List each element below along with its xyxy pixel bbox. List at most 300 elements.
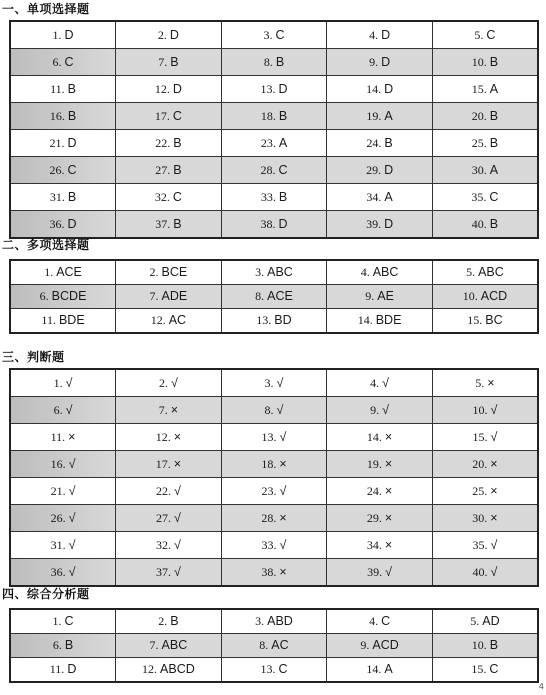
question-number: 4. [369, 27, 379, 42]
answer-value: √ [173, 564, 181, 579]
question-number: 5. [470, 614, 480, 628]
question-number: 1. [52, 614, 62, 628]
answer-cell [10, 369, 116, 397]
comprehensive-analysis-table [9, 608, 539, 683]
answer-value: B [67, 81, 76, 96]
question-number: 9. [369, 54, 379, 69]
answer-cell [432, 103, 538, 130]
answer-value: × [384, 510, 393, 525]
multiple-choice-table [9, 259, 539, 334]
question-number: 36. [49, 216, 65, 231]
question-number: 11. [41, 313, 56, 327]
question-number: 2. [158, 375, 168, 390]
corner-mark: 4 [538, 682, 544, 691]
table-row [10, 103, 538, 130]
question-number: 35. [471, 189, 487, 204]
answer-value: ABCD [160, 662, 195, 676]
question-number: 8. [259, 638, 269, 652]
question-number: 28. [261, 510, 277, 525]
answer-value: √ [490, 429, 498, 444]
answer-cell [432, 184, 538, 211]
question-number: 34. [366, 537, 382, 552]
question-number: 16. [49, 108, 65, 123]
table-row [10, 130, 538, 157]
question-number: 2. [149, 265, 159, 279]
answer-value: √ [170, 375, 178, 390]
answer-cell [432, 260, 538, 285]
question-number: 7. [149, 638, 159, 652]
table-row [10, 211, 538, 239]
answer-value: C [172, 108, 182, 123]
answer-cell [327, 285, 433, 309]
question-number: 1. [44, 265, 54, 279]
answer-value: BD [274, 313, 292, 327]
answer-cell [221, 532, 327, 559]
answer-value: √ [490, 402, 498, 417]
answer-cell [221, 369, 327, 397]
table-row [10, 285, 538, 309]
answer-value: D [67, 216, 77, 231]
section-title: 二、多项选择题 [2, 238, 90, 252]
question-number: 18. [261, 456, 277, 471]
answer-value: D [172, 81, 182, 96]
answer-value: B [489, 638, 499, 652]
question-number: 23. [260, 135, 276, 150]
table-row [10, 478, 538, 505]
answer-cell [327, 76, 433, 103]
answer-value: C [489, 189, 499, 204]
answer-value: × [279, 510, 287, 525]
answer-cell [116, 609, 222, 634]
question-number: 6. [52, 54, 62, 69]
table-row [10, 369, 538, 397]
answer-cell [221, 211, 327, 239]
answer-value: ACD [372, 638, 399, 652]
answer-cell [221, 103, 327, 130]
table-row [10, 309, 538, 334]
answer-value: D [64, 27, 74, 42]
answer-value: D [169, 27, 179, 42]
question-number: 12. [142, 662, 158, 676]
answer-cell [116, 532, 222, 559]
question-number: 1. [53, 375, 63, 390]
answer-cell [221, 658, 327, 683]
answer-cell [327, 309, 433, 334]
table-row [10, 559, 538, 587]
question-number: 27. [155, 162, 171, 177]
answer-value: B [67, 189, 77, 204]
answer-value: × [490, 510, 498, 525]
answer-cell [116, 211, 222, 239]
question-number: 7. [149, 289, 159, 303]
question-number: 25. [471, 135, 487, 150]
question-number: 13. [261, 429, 277, 444]
answer-cell [10, 634, 116, 658]
answer-cell [10, 49, 116, 76]
question-number: 8. [264, 402, 274, 417]
question-number: 31. [50, 537, 66, 552]
question-number: 15. [471, 662, 487, 676]
answer-value: √ [173, 537, 181, 552]
answer-value: BCE [161, 265, 188, 279]
question-number: 9. [360, 638, 370, 652]
section-title: 三、判断题 [2, 350, 65, 364]
question-number: 20. [471, 108, 487, 123]
answer-value: √ [68, 537, 76, 552]
question-number: 4. [370, 375, 380, 390]
question-number: 9. [370, 402, 380, 417]
answer-cell [116, 309, 222, 334]
answer-value: × [68, 429, 76, 444]
answer-cell [432, 478, 538, 505]
answer-cell [432, 211, 538, 239]
question-number: 7. [158, 54, 168, 69]
answer-cell [327, 21, 433, 49]
question-number: 10. [471, 54, 487, 69]
question-number: 1. [52, 27, 62, 42]
question-number: 3. [255, 614, 265, 628]
answer-cell [327, 532, 433, 559]
answer-cell [432, 49, 538, 76]
question-number: 30. [472, 510, 488, 525]
answer-value: B [489, 108, 499, 123]
answer-cell [116, 76, 222, 103]
question-number: 3. [255, 265, 265, 279]
question-number: 39. [366, 216, 382, 231]
answer-value: × [384, 429, 393, 444]
table-row [10, 76, 538, 103]
question-number: 22. [155, 483, 171, 498]
answer-cell [432, 130, 538, 157]
answer-cell [221, 505, 327, 532]
question-number: 8. [263, 54, 273, 69]
answer-cell [327, 397, 433, 424]
answer-cell [221, 559, 327, 587]
answer-value: √ [382, 375, 390, 390]
answer-value: B [173, 216, 182, 231]
answer-value: C [489, 662, 499, 676]
answer-cell [116, 130, 222, 157]
answer-cell [116, 634, 222, 658]
answer-value: B [489, 135, 499, 150]
question-number: 7. [158, 402, 168, 417]
answer-cell [116, 451, 222, 478]
answer-value: √ [490, 537, 498, 552]
answer-cell [327, 184, 433, 211]
question-number: 6. [52, 638, 62, 652]
answer-value: B [173, 135, 182, 150]
question-number: 24. [366, 135, 382, 150]
true-false-table [9, 368, 539, 587]
question-number: 3. [263, 27, 273, 42]
answer-value: √ [68, 564, 76, 579]
answer-value: B [278, 189, 288, 204]
answer-cell [221, 609, 327, 634]
answer-cell [221, 76, 327, 103]
answer-value: × [173, 456, 182, 471]
answer-cell [116, 397, 222, 424]
question-number: 37. [155, 564, 171, 579]
table-row [10, 21, 538, 49]
answer-value: B [278, 108, 288, 123]
question-number: 8. [255, 289, 265, 303]
answer-cell [432, 658, 538, 683]
table-row [10, 184, 538, 211]
answer-value: ABC [478, 265, 504, 279]
answer-value: A [278, 135, 288, 150]
answer-cell [432, 21, 538, 49]
table-row [10, 634, 538, 658]
question-number: 12. [150, 313, 166, 327]
answer-value: B [67, 108, 77, 123]
table-row [10, 49, 538, 76]
question-number: 13. [260, 81, 276, 96]
answer-value: √ [279, 429, 287, 444]
question-number: 38. [261, 564, 277, 579]
answer-value: √ [68, 456, 76, 471]
answer-cell [221, 478, 327, 505]
answer-value: √ [490, 564, 498, 579]
question-number: 36. [50, 564, 66, 579]
question-number: 38. [260, 216, 276, 231]
answer-value: C [64, 54, 74, 69]
answer-cell [10, 211, 116, 239]
question-number: 4. [360, 265, 370, 279]
answer-cell [432, 309, 538, 334]
answer-cell [10, 21, 116, 49]
answer-cell [10, 130, 116, 157]
answer-cell [221, 130, 327, 157]
answer-value: D [67, 135, 77, 150]
answer-cell [10, 157, 116, 184]
single-choice-table [9, 20, 539, 239]
answer-cell [10, 532, 116, 559]
question-number: 5. [474, 27, 484, 42]
answer-value: × [173, 429, 182, 444]
answer-cell [432, 559, 538, 587]
answer-value: √ [382, 402, 390, 417]
table-row [10, 397, 538, 424]
question-number: 33. [260, 189, 276, 204]
question-number: 29. [366, 510, 382, 525]
question-number: 11. [49, 662, 65, 676]
question-number: 23. [261, 483, 277, 498]
answer-value: BCDE [51, 289, 87, 303]
answer-cell [116, 559, 222, 587]
table-row [10, 157, 538, 184]
question-number: 40. [472, 564, 488, 579]
answer-cell [327, 451, 433, 478]
answer-cell [221, 49, 327, 76]
question-number: 32. [154, 189, 170, 204]
answer-cell [10, 397, 116, 424]
section-title: 四、综合分析题 [2, 587, 90, 601]
answer-value: × [279, 456, 287, 471]
answer-value: C [486, 27, 496, 42]
answer-value: D [67, 662, 77, 676]
answer-cell [221, 424, 327, 451]
answer-value: ABC [161, 638, 188, 652]
answer-value: C [278, 162, 288, 177]
question-number: 14. [366, 662, 382, 676]
question-number: 17. [154, 108, 170, 123]
answer-value: √ [65, 402, 73, 417]
answer-value: ACD [480, 289, 508, 303]
answer-value: √ [173, 483, 181, 498]
question-number: 26. [49, 162, 65, 177]
answer-value: B [173, 162, 182, 177]
question-number: 14. [366, 429, 382, 444]
answer-cell [116, 184, 222, 211]
answer-value: AC [271, 638, 289, 652]
answer-value: A [384, 662, 393, 676]
question-number: 21. [49, 135, 65, 150]
answer-value: A [384, 108, 393, 123]
question-number: 22. [155, 135, 171, 150]
question-number: 17. [155, 456, 171, 471]
answer-cell [10, 451, 116, 478]
answer-value: ABC [372, 265, 399, 279]
answer-value: √ [68, 483, 76, 498]
answer-cell [327, 157, 433, 184]
answer-value: BC [485, 313, 503, 327]
table-row [10, 658, 538, 683]
question-number: 16. [50, 456, 66, 471]
question-number: 14. [366, 81, 382, 96]
answer-value: B [170, 54, 179, 69]
answer-cell [432, 397, 538, 424]
answer-cell [327, 505, 433, 532]
question-number: 6. [39, 289, 49, 303]
answer-cell [10, 103, 116, 130]
answer-value: √ [173, 510, 181, 525]
answer-cell [10, 260, 116, 285]
question-number: 35. [472, 537, 488, 552]
answer-cell [432, 451, 538, 478]
question-number: 13. [256, 313, 272, 327]
question-number: 30. [471, 162, 487, 177]
answer-cell [432, 369, 538, 397]
answer-cell [10, 559, 116, 587]
answer-cell [10, 424, 116, 451]
question-number: 25. [472, 483, 488, 498]
question-number: 11. [50, 81, 65, 96]
answer-cell [221, 397, 327, 424]
answer-cell [327, 609, 433, 634]
answer-cell [432, 505, 538, 532]
answer-value: ABC [267, 265, 293, 279]
question-number: 24. [366, 483, 382, 498]
question-number: 39. [367, 564, 383, 579]
answer-value: A [489, 162, 499, 177]
answer-value: B [275, 54, 285, 69]
answer-cell [221, 309, 327, 334]
answer-value: × [279, 564, 287, 579]
question-number: 10. [472, 402, 488, 417]
answer-value: A [384, 189, 393, 204]
question-number: 5. [475, 375, 485, 390]
answer-cell [10, 76, 116, 103]
answer-value: C [64, 614, 74, 628]
answer-value: D [384, 162, 394, 177]
answer-value: D [381, 27, 391, 42]
question-number: 21. [50, 483, 66, 498]
answer-cell [327, 424, 433, 451]
answer-cell [116, 157, 222, 184]
answer-cell [116, 369, 222, 397]
question-number: 20. [472, 456, 488, 471]
answer-cell [221, 21, 327, 49]
question-number: 5. [466, 265, 476, 279]
answer-cell [116, 478, 222, 505]
answer-value: B [170, 614, 179, 628]
answer-cell [432, 285, 538, 309]
answer-cell [10, 505, 116, 532]
answer-value: C [172, 189, 182, 204]
question-number: 28. [260, 162, 276, 177]
answer-value: ADE [161, 289, 188, 303]
table-row [10, 260, 538, 285]
answer-value: × [384, 456, 393, 471]
answer-value: C [278, 662, 288, 676]
answer-cell [327, 130, 433, 157]
answer-cell [432, 157, 538, 184]
answer-value: × [487, 375, 495, 390]
answer-value: ACE [56, 265, 82, 279]
answer-value: B [64, 638, 74, 652]
question-number: 19. [366, 456, 382, 471]
answer-value: √ [385, 564, 393, 579]
answer-value: AE [377, 289, 394, 303]
answer-cell [327, 559, 433, 587]
answer-value: AC [168, 313, 187, 327]
answer-value: × [490, 456, 498, 471]
answer-cell [116, 103, 222, 130]
answer-value: × [490, 483, 498, 498]
answer-value: √ [279, 483, 287, 498]
answer-cell [327, 260, 433, 285]
question-number: 27. [155, 510, 171, 525]
question-number: 15. [472, 429, 488, 444]
answer-cell [221, 157, 327, 184]
answer-cell [327, 478, 433, 505]
answer-cell [116, 658, 222, 683]
answer-cell [432, 634, 538, 658]
answer-value: D [384, 81, 394, 96]
answer-cell [327, 103, 433, 130]
table-row [10, 609, 538, 634]
answer-cell [10, 285, 116, 309]
answer-cell [10, 184, 116, 211]
answer-value: √ [276, 375, 284, 390]
question-number: 29. [366, 162, 382, 177]
answer-value: D [381, 54, 391, 69]
answer-value: D [278, 81, 288, 96]
question-number: 32. [155, 537, 171, 552]
answer-value: C [67, 162, 77, 177]
answer-cell [10, 609, 116, 634]
answer-cell [221, 260, 327, 285]
question-number: 26. [50, 510, 66, 525]
answer-cell [116, 260, 222, 285]
answer-value: BDE [58, 313, 85, 327]
question-number: 9. [365, 289, 375, 303]
answer-cell [221, 285, 327, 309]
answer-value: AD [482, 614, 500, 628]
answer-cell [432, 609, 538, 634]
question-number: 2. [158, 614, 168, 628]
question-number: 40. [471, 216, 487, 231]
